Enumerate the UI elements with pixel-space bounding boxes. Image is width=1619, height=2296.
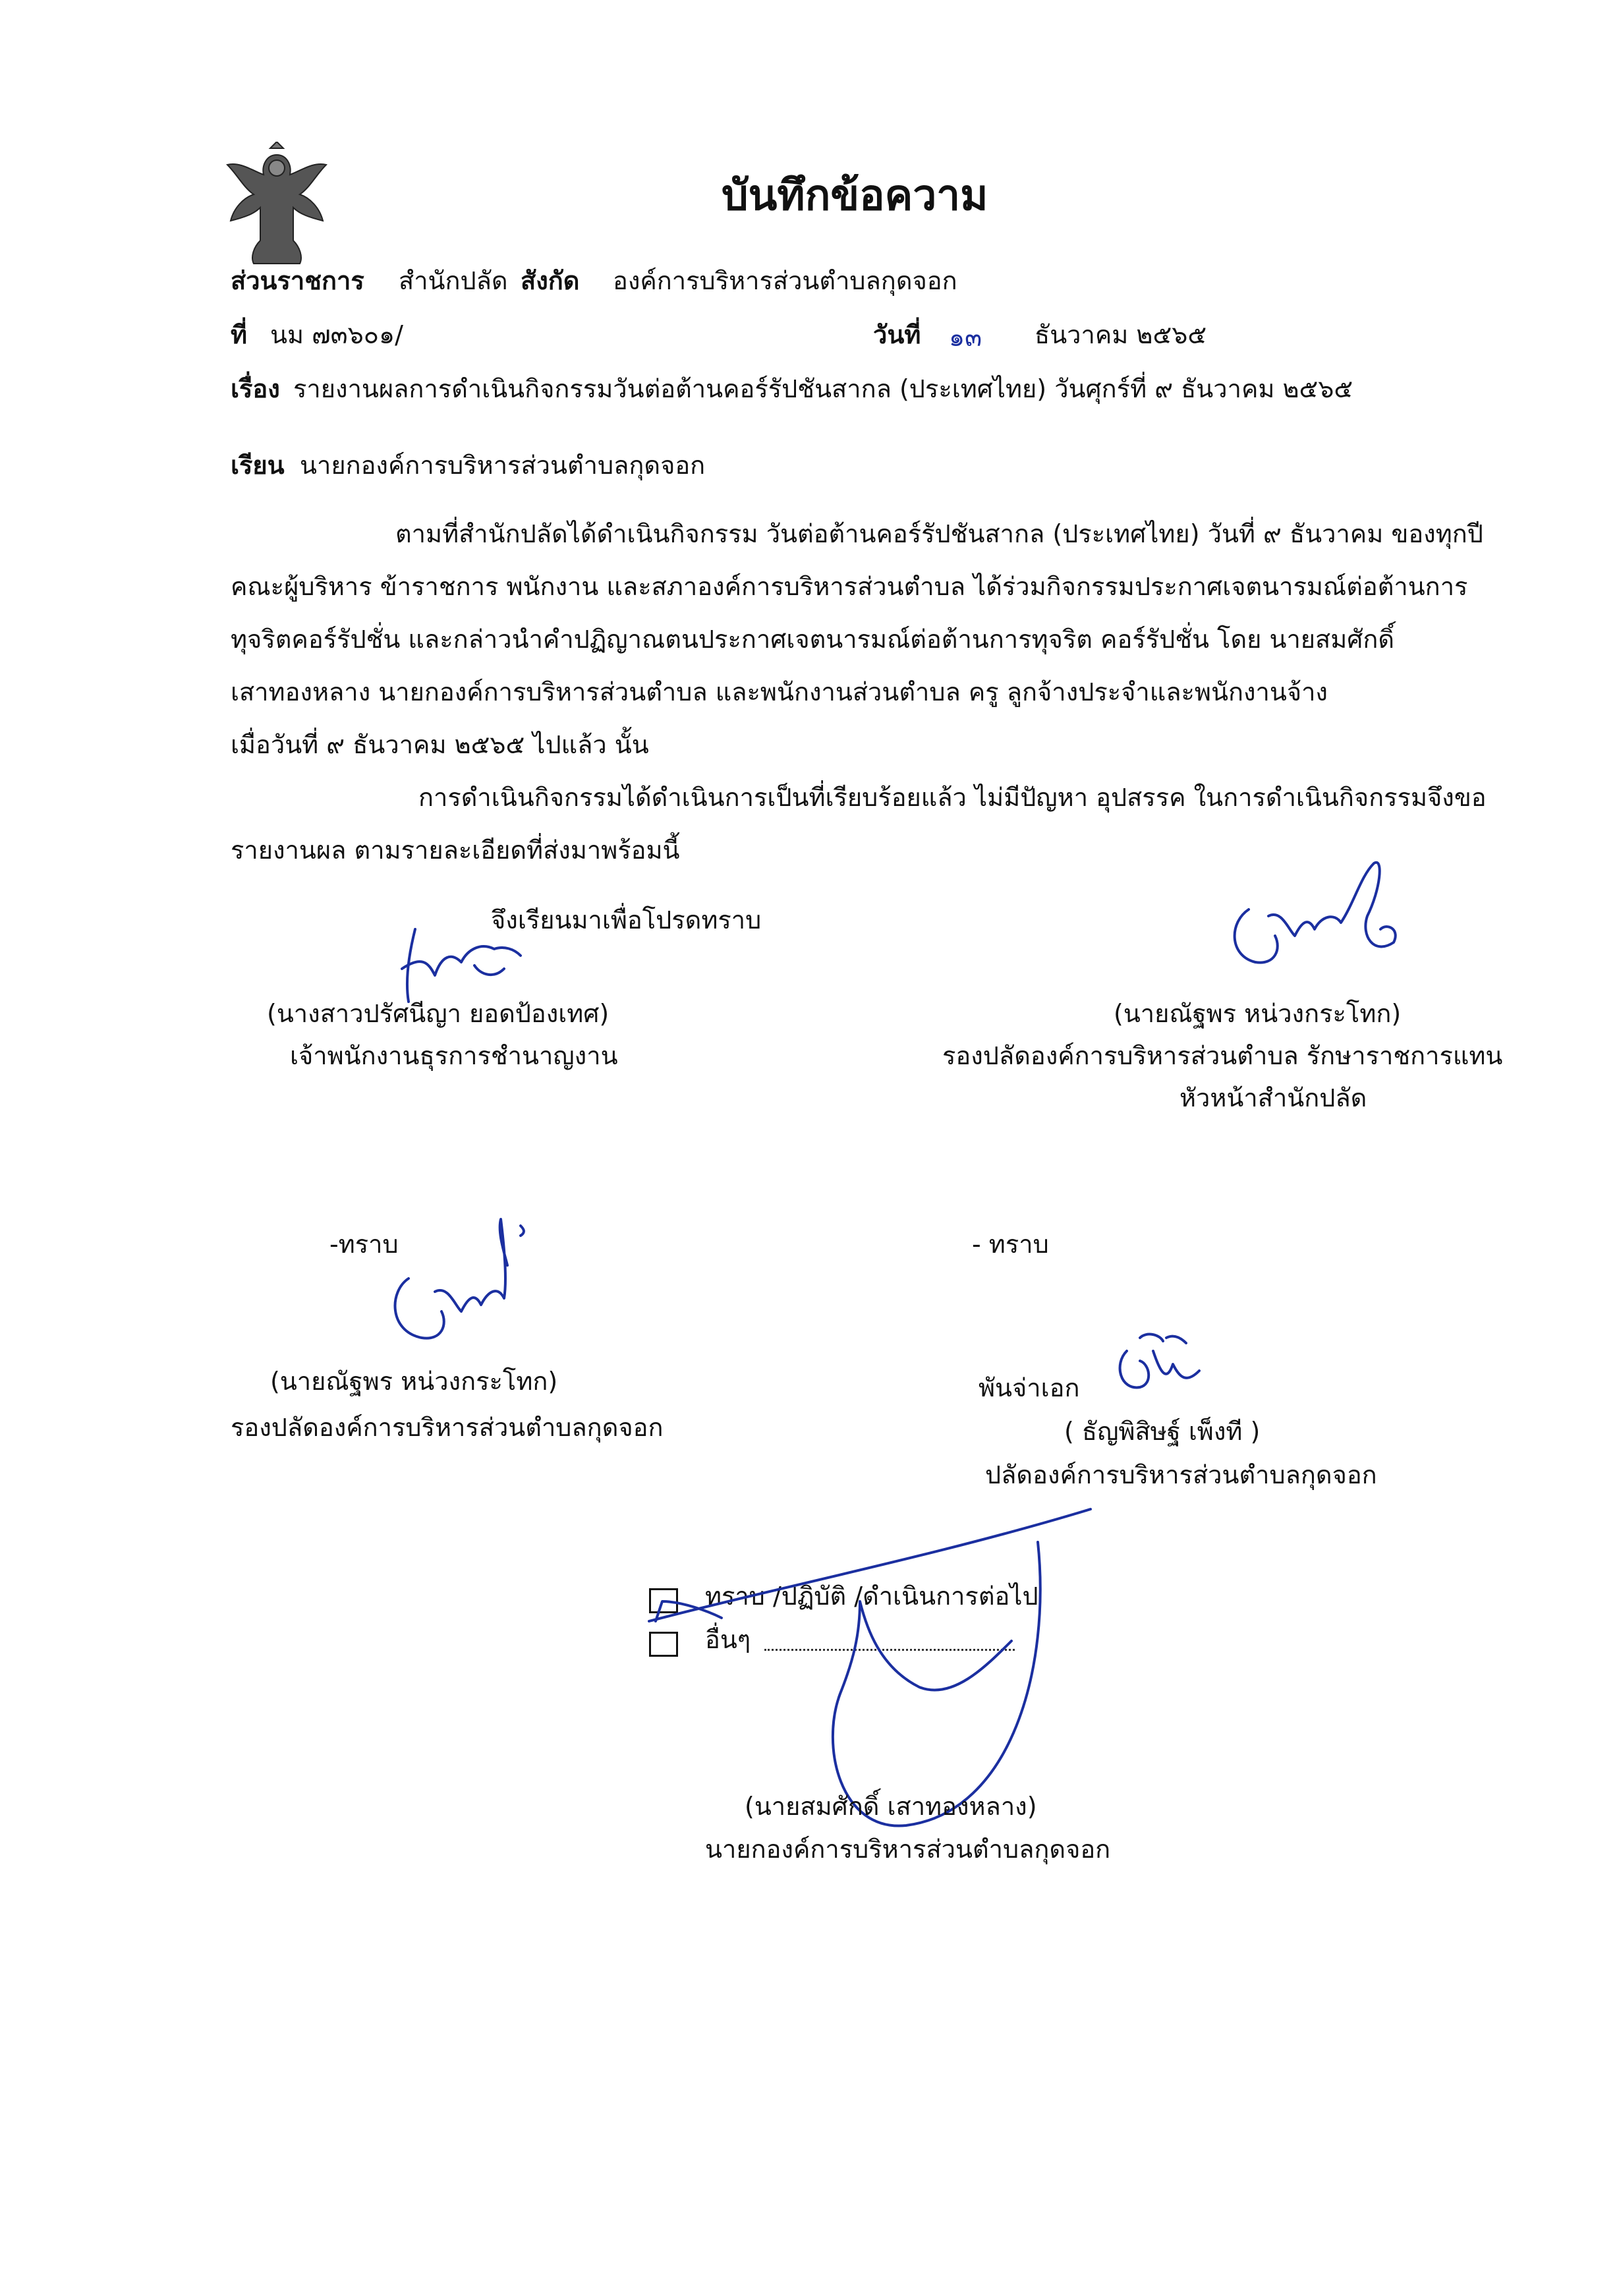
subject-value: รายงานผลการดำเนินกิจกรรมวันต่อต้านคอร์รัปชันสากล (ประเทศไทย) วันศุกร์ที่ ๙ ธันวาคม ๒๕๖๕: [293, 374, 1353, 403]
body-line: รายงานผล ตามรายละเอียดที่ส่งมาพร้อมนี้: [231, 836, 680, 865]
ack-right: - ทราบ: [972, 1230, 1049, 1259]
signer-2-position: รองปลัดองค์การบริหารส่วนตำบล รักษาราชการแทน: [942, 1041, 1503, 1070]
to-value: นายกองค์การบริหารส่วนตำบลกุดจอก: [300, 451, 706, 480]
signature-2: [1203, 850, 1413, 982]
under-value: องค์การบริหารส่วนตำบลกุดจอก: [613, 266, 957, 295]
option-ack-label: ทราบ /ปฏิบัติ /ดำเนินการต่อไป: [705, 1582, 1038, 1611]
to-label: เรียน: [231, 451, 285, 480]
date-day: ๑๓: [949, 323, 982, 352]
ack-left: -ทราบ: [329, 1230, 399, 1259]
signer-4-position: ปลัดองค์การบริหารส่วนตำบลกุดจอก: [985, 1460, 1377, 1489]
subject-label: เรื่อง: [231, 374, 280, 403]
body-line: ตามที่สำนักปลัดได้ดำเนินกิจกรรม วันต่อต้านคอร์รัปชันสากล (ประเทศไทย) วันที่ ๙ ธันวาคม ของทุกปี: [395, 519, 1483, 548]
signer-5-name: (นายสมศักดิ์ เสาทองหลาง): [745, 1792, 1037, 1821]
ref-value: นม ๗๓๖๐๑/: [270, 320, 403, 349]
under-label: สังกัด: [521, 266, 580, 295]
signature-4: [1100, 1325, 1219, 1404]
date-label: วันที่: [873, 320, 921, 349]
signer-1-name: (นางสาวปรัศนีญา ยอดป้องเทศ): [267, 999, 610, 1028]
signer-3-name: (นายณัฐพร หน่วงกระโทก): [270, 1367, 558, 1396]
body-line: เมื่อวันที่ ๙ ธันวาคม ๒๕๖๕ ไปแล้ว นั้น: [231, 730, 649, 759]
signer-2-name: (นายณัฐพร หน่วงกระโทก): [1114, 999, 1402, 1028]
signer-1-position: เจ้าพนักงานธุรการชำนาญงาน: [290, 1041, 618, 1070]
signature-1: [389, 916, 547, 1008]
closing-text: จึงเรียนมาเพื่อโปรดทราบ: [491, 905, 762, 934]
body-line: การดำเนินกิจกรรมได้ดำเนินการเป็นที่เรียบร้อยแล้ว ไม่มีปัญหา อุปสรรค ในการดำเนินกิจกรรมจึงขอ: [418, 783, 1487, 812]
memo-title: บันทึกข้อความ: [722, 171, 988, 220]
agency-value: สำนักปลัด: [399, 266, 508, 295]
body-line: คณะผู้บริหาร ข้าราชการ พนักงาน และสภาองค์การบริหารส่วนตำบล ได้ร่วมกิจกรรมประกาศเจตนารมณ์ต่อต้านการ: [231, 572, 1468, 601]
signer-4-name: ( ธัญพิสิษฐ์ เพ็งที ): [1064, 1417, 1261, 1446]
date-rest: ธันวาคม ๒๕๖๕: [1035, 320, 1207, 349]
signer-4-rank: พันจ่าเอก: [979, 1373, 1080, 1402]
signer-2-position-2: หัวหน้าสำนักปลัด: [1179, 1083, 1367, 1112]
ref-label: ที่: [231, 320, 248, 349]
body-line: เสาทองหลาง นายกองค์การบริหารส่วนตำบล และพนักงานส่วนตำบล ครู ลูกจ้างประจำและพนักงานจ้าง: [231, 677, 1328, 706]
signer-3-position: รองปลัดองค์การบริหารส่วนตำบลกุดจอก: [231, 1413, 664, 1442]
signature-3: [356, 1206, 554, 1358]
garuda-emblem-icon: [214, 142, 339, 270]
agency-label: ส่วนราชการ: [231, 266, 364, 295]
body-line: ทุจริตคอร์รัปชั่น และกล่าวนำคำปฏิญาณตนประกาศเจตนารมณ์ต่อต้านการทุจริต คอร์รัปชั่น โดย นายสมศักดิ์: [231, 625, 1395, 654]
signer-5-position: นายกองค์การบริหารส่วนตำบลกุดจอก: [705, 1835, 1111, 1864]
option-other-label: อื่นๆ: [705, 1625, 751, 1654]
signature-5: [642, 1470, 1117, 1839]
